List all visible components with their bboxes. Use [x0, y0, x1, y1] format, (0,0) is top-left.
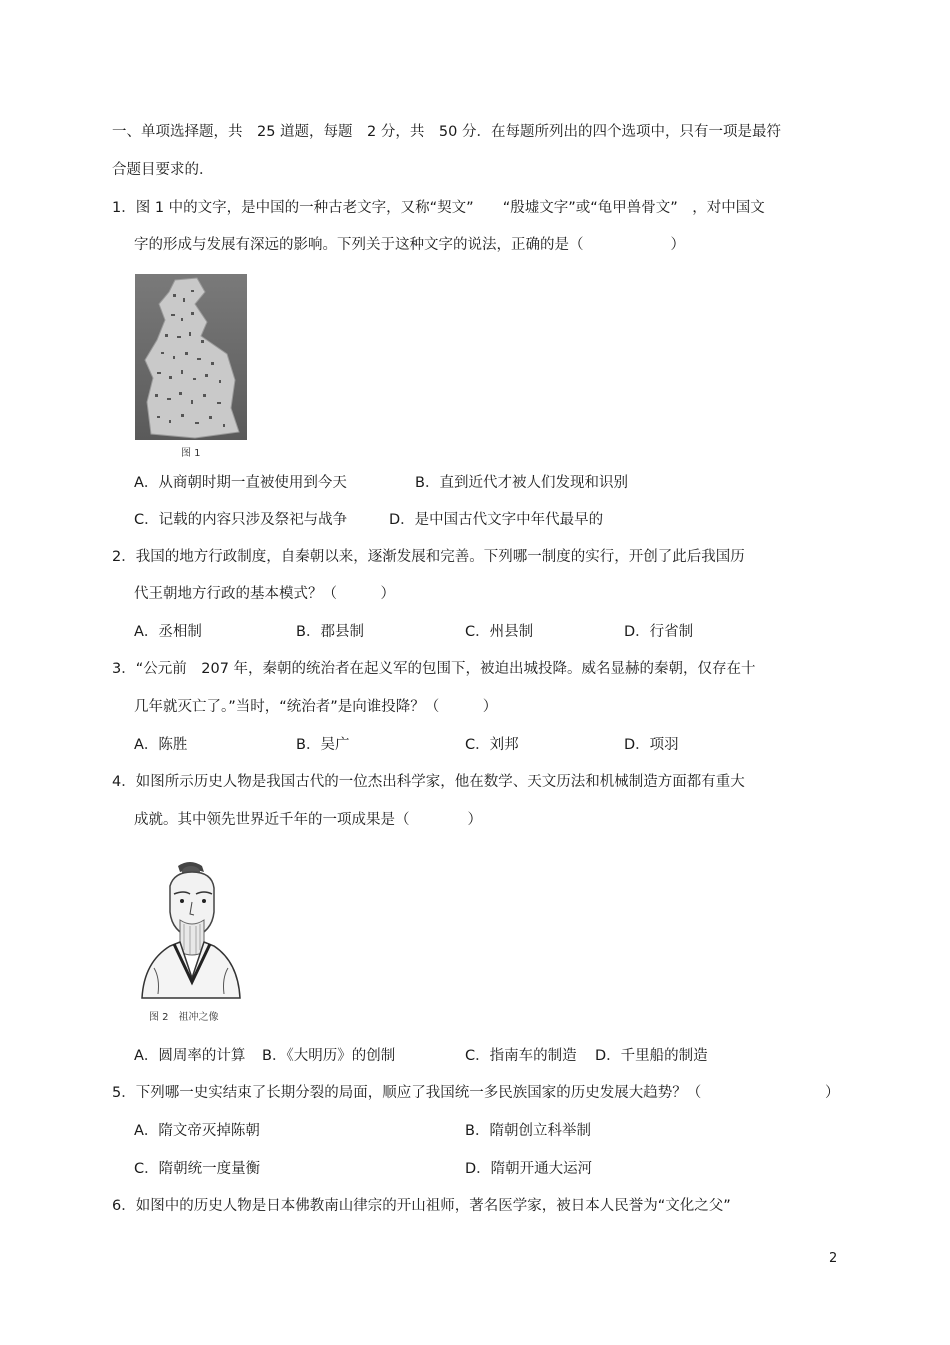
question-2-option-d[interactable]: D．行省制 — [624, 624, 694, 640]
question-3-option-b[interactable]: B．吴广 — [296, 737, 350, 753]
question-5-option-c[interactable]: C．隋朝统一度量衡 — [134, 1161, 261, 1177]
question-1-option-a[interactable]: A．从商朝时期一直被使用到今天 — [134, 475, 347, 491]
question-2-option-c[interactable]: C．州县制 — [465, 624, 534, 640]
oracle-bone-image — [135, 274, 247, 440]
page-number: 2 — [829, 1251, 838, 1266]
question-3-option-d[interactable]: D．项羽 — [624, 737, 679, 753]
question-1-option-b[interactable]: B．直到近代才被人们发现和识别 — [415, 475, 628, 491]
question-1-option-d[interactable]: D．是中国古代文字中年代最早的 — [389, 512, 604, 528]
question-2-line2: 代王朝地方行政的基本模式？（ ） — [134, 586, 395, 602]
question-4-option-c[interactable]: C．指南车的制造 — [465, 1048, 577, 1064]
question-5-line1: 5．下列哪一史实结束了长期分裂的局面，顺应了我国统一多民族国家的历史发展大趋势？（ — [112, 1085, 702, 1101]
question-1-line1: 1．图 1 中的文字，是中国的一种古老文字，又称“契文” “殷墟文字”或“龟甲兽骨文” ，对中国文 — [112, 200, 765, 216]
figure-2-caption: 图 2 祖冲之像 — [149, 1012, 219, 1023]
question-1-line2: 字的形成与发展有深远的影响。下列关于这种文字的说法，正确的是（ ） — [134, 237, 685, 253]
question-6-line1: 6．如图中的历史人物是日本佛教南山律宗的开山祖师，著名医学家，被日本人民誉为“文化之父” — [112, 1198, 731, 1214]
section-instructions-line2: 合题目要求的． — [112, 162, 214, 178]
question-2-option-b[interactable]: B．郡县制 — [296, 624, 364, 640]
question-3-option-c[interactable]: C．刘邦 — [465, 737, 519, 753]
question-4-option-a[interactable]: A．圆周率的计算 — [134, 1048, 246, 1064]
question-5-option-d[interactable]: D．隋朝开通大运河 — [465, 1161, 593, 1177]
question-2-option-a[interactable]: A．丞相制 — [134, 624, 202, 640]
question-5-option-a[interactable]: A．隋文帝灭掉陈朝 — [134, 1123, 260, 1139]
question-3-option-a[interactable]: A．陈胜 — [134, 737, 188, 753]
question-5-option-b[interactable]: B．隋朝创立科举制 — [465, 1123, 591, 1139]
question-1-option-c[interactable]: C．记载的内容只涉及祭祀与战争 — [134, 512, 348, 528]
section-instructions-line1: 一、单项选择题，共 25 道题，每题 2 分，共 50 分．在每题所列出的四个选项中，只有一项是最符 — [112, 124, 781, 140]
figure-1-caption: 图 1 — [181, 448, 201, 459]
question-2-line1: 2．我国的地方行政制度，自秦朝以来，逐渐发展和完善。下列哪一制度的实行，开创了此后我国历 — [112, 549, 745, 565]
question-3-line2: 几年就灭亡了。”当时，“统治者”是向谁投降？（ ） — [134, 699, 498, 715]
question-4-option-d[interactable]: D．千里船的制造 — [595, 1048, 708, 1064]
question-4-line1: 4．如图所示历史人物是我国古代的一位杰出科学家，他在数学、天文历法和机械制造方面都有重大 — [112, 774, 745, 790]
question-3-line1: 3．“公元前 207 年，秦朝的统治者在起义军的包围下，被迫出城投降。威名显赫的秦朝，仅存在十 — [112, 661, 756, 677]
question-4-line2: 成就。其中领先世界近千年的一项成果是（ ） — [134, 812, 482, 828]
question-5-close-paren: ） — [825, 1085, 840, 1101]
zu-chongzhi-portrait — [134, 858, 246, 1004]
question-4-option-b[interactable]: B．《大明历》的创制 — [262, 1048, 396, 1064]
